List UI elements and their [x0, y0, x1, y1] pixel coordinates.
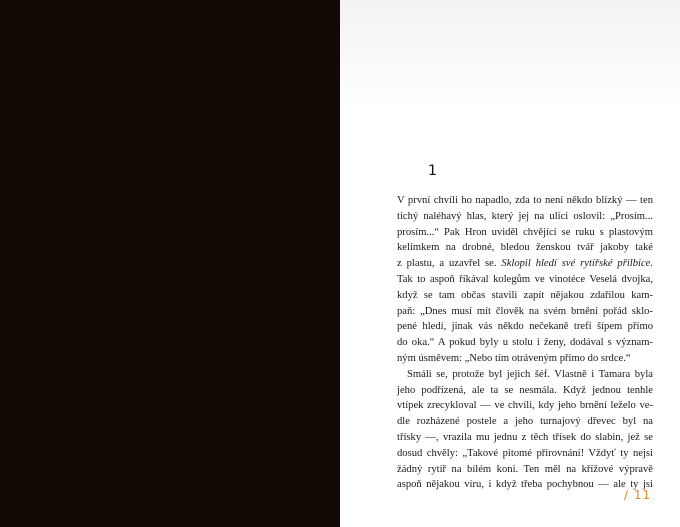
italic-phrase: Sklopil hledí své rytířské přilbice. [501, 258, 653, 270]
text-run: Tak to aspoň říkával kolegům ve vinotéce Veselá dvojka, [397, 273, 653, 285]
text-run: kelímkem na drobné, bledou ženskou tvář jakoby také [397, 242, 653, 254]
chapter-number: 1 [428, 163, 437, 179]
body-text [397, 193, 653, 493]
text-line [397, 430, 653, 446]
text-run: dle rozházené postele a jeho turnajový dřevec byl na [397, 416, 653, 428]
text-line [397, 225, 653, 241]
text-line [397, 240, 653, 256]
text-line [397, 304, 653, 320]
text-line [397, 351, 653, 367]
text-run: z plastu, a uzavřel se. [397, 258, 502, 270]
text-line [397, 383, 653, 399]
text-line [397, 477, 653, 493]
text-line [397, 288, 653, 304]
text-run: když se tam občas stavili zapít nějakou zdařilou kam- [397, 289, 653, 301]
text-line [397, 193, 653, 209]
text-run: vtípek zrecykloval — ve chvíli, kdy jeho brnění leželo ve- [397, 400, 653, 412]
text-line [397, 335, 653, 351]
text-run: V první chvíli ho napadlo, zda to není někdo blízký — ten [397, 195, 653, 206]
text-run: Smáli se, protože byl jejich šéf. Vlastně i Tamara byla [407, 368, 653, 380]
text-run: do oka.“ A pokud byly u stolu i ženy, dodával s význam- [397, 337, 653, 349]
text-run: aspoň nějakou víru, i když třeba pochybnou — ale ty jsi [397, 479, 653, 491]
text-line [397, 209, 653, 225]
page-number: / 11 [624, 488, 652, 502]
text-run: paň: „Dnes musí mít člověk na svém brnění pořád sklo- [397, 305, 653, 317]
text-line [397, 272, 653, 288]
text-run: dosud chvěly: „Takové pitomé přirovnání! Vždyť ty nejsi [397, 447, 653, 459]
text-line [397, 256, 653, 272]
text-run: žádný rytíř na bílém koni. Ten měl na křížové výpravě [397, 463, 653, 475]
text-run: jeho podřízená, ale ta se nesmála. Když jednou tenhle [397, 384, 653, 396]
text-line [397, 446, 653, 462]
text-run: ným úsměvem: „Nebo tím otráveným přímo do srdce.“ [397, 352, 631, 364]
text-line [397, 462, 653, 478]
text-line [397, 398, 653, 414]
text-run: třísky —, vrazila mu jednu z těch třísek do slabin, jež se [397, 431, 653, 443]
text-run: pené hledí, jinak vás někdo nečekaně trefí šípem přímo [397, 321, 653, 333]
text-line [397, 367, 653, 383]
text-run: tichý naléhavý hlas, který jej na ulici oslovil: „Prosím... [397, 210, 653, 222]
text-line [397, 414, 653, 430]
text-run: prosím...“ Pak Hron uviděl chvějící se ruku s plastovým [397, 226, 653, 238]
text-line [397, 319, 653, 335]
